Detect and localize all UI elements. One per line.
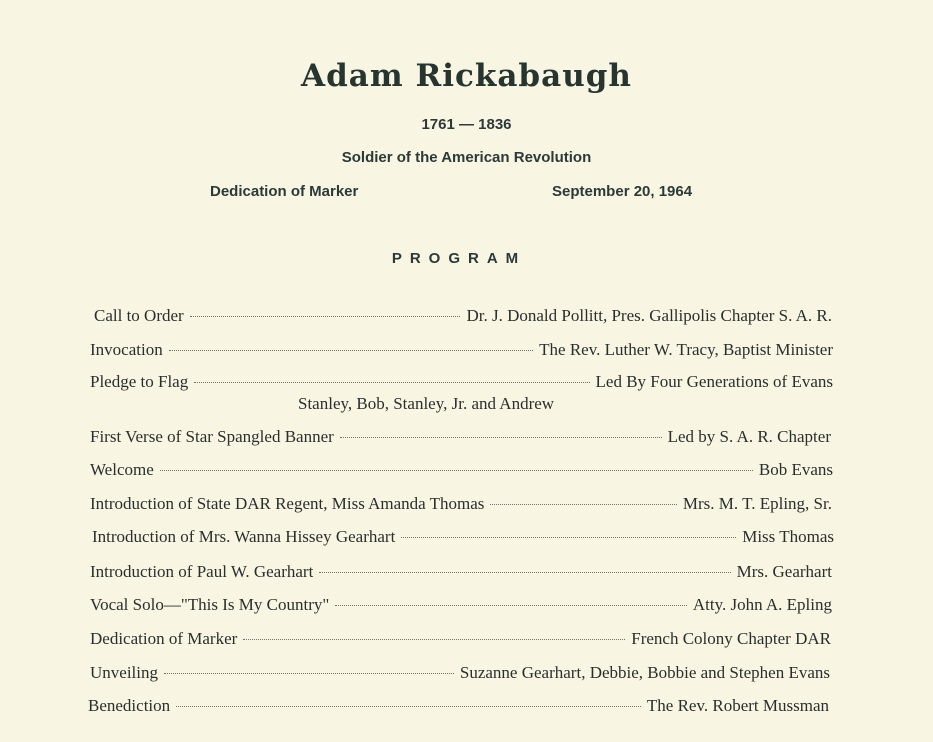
program-row-anthem (90, 427, 831, 447)
program-row-benediction (88, 696, 829, 716)
dot-leader (319, 572, 730, 573)
program-item: Unveiling (90, 663, 158, 682)
program-item: Welcome (90, 460, 154, 479)
program-person: Mrs. Gearhart (736, 562, 832, 581)
dot-leader (490, 504, 676, 505)
program-row-dar-regent (90, 494, 832, 514)
program-item: Introduction of Mrs. Wanna Hissey Gearhart (92, 527, 396, 546)
program-row-call-to-order (94, 306, 832, 326)
program-person: Atty. John A. Epling (692, 595, 832, 614)
program-row-pledge (90, 372, 833, 392)
program-item: Pledge to Flag (90, 372, 189, 391)
program-person: Suzanne Gearhart, Debbie, Bobbie and Stephen Evans (459, 663, 830, 682)
program-row-dedication (90, 629, 831, 649)
page-title: Adam Rickabaugh (301, 58, 632, 94)
program-item: Introduction of Paul W. Gearhart (90, 562, 314, 581)
subtitle: Soldier of the American Revolution (341, 149, 592, 166)
life-dates: 1761 — 1836 (421, 116, 512, 133)
dot-leader (164, 673, 454, 674)
program-person: French Colony Chapter DAR (631, 629, 831, 648)
program-person: Dr. J. Donald Pollitt, Pres. Gallipolis Chapter S. A. R. (466, 306, 832, 325)
dot-leader (169, 350, 533, 351)
dot-leader (160, 470, 753, 471)
program-row-welcome (90, 460, 833, 480)
dot-leader (190, 316, 461, 317)
program-person: Mrs. M. T. Epling, Sr. (682, 494, 832, 513)
program-person: Led by S. A. R. Chapter (667, 427, 831, 446)
dot-leader (340, 437, 662, 438)
program-person: The Rev. Robert Mussman (646, 696, 829, 715)
program-row-unveiling (90, 663, 830, 683)
dedication-label: Dedication of Marker (210, 183, 359, 200)
program-item: Benediction (88, 696, 171, 715)
program-row-paul-gearhart (90, 562, 832, 582)
program-detail: Stanley, Bob, Stanley, Jr. and Andrew (298, 394, 555, 413)
dedication-date: September 20, 1964 (552, 183, 693, 200)
program-row-vocal-solo (90, 595, 832, 615)
program-item: Dedication of Marker (90, 629, 238, 648)
program-person: Bob Evans (758, 460, 833, 479)
program-item: First Verse of Star Spangled Banner (90, 427, 334, 446)
program-person: Led By Four Generations of Evans (595, 372, 833, 391)
dot-leader (243, 639, 625, 640)
program-item: Introduction of State DAR Regent, Miss Amanda Thomas (90, 494, 485, 513)
dot-leader (401, 537, 736, 538)
program-row-invocation (90, 340, 833, 360)
program-heading: PROGRAM (391, 250, 527, 267)
program-row-gearhart-intro (92, 527, 834, 547)
program-person: The Rev. Luther W. Tracy, Baptist Minister (539, 340, 833, 359)
program-item: Invocation (90, 340, 163, 359)
program-item: Vocal Solo—"This Is My Country" (90, 595, 330, 614)
dot-leader (194, 382, 589, 383)
program-person: Miss Thomas (742, 527, 834, 546)
program-item: Call to Order (94, 306, 184, 325)
dot-leader (176, 706, 641, 707)
dot-leader (335, 605, 687, 606)
